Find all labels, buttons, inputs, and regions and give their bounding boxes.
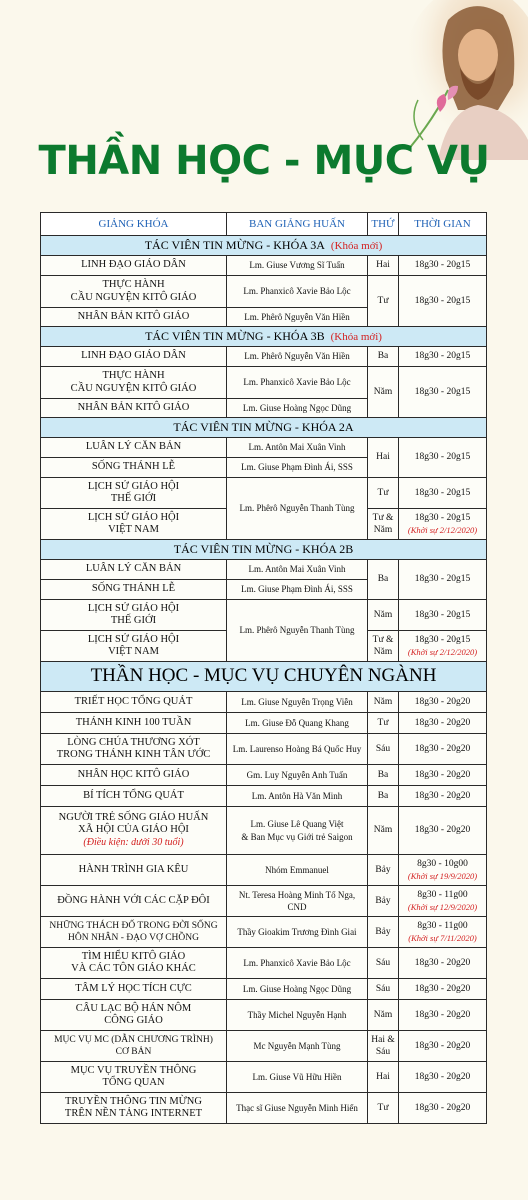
table-row [41,478,487,509]
teacher-cell: Gm. Luy Nguyễn Anh Tuấn [227,765,368,786]
time-cell: 18g30 - 20g20 [399,1062,487,1093]
time-cell: 18g30 - 20g15 [399,276,487,327]
teacher-cell: Lm. Phêrô Nguyễn Văn Hiền [227,308,368,327]
course-cell: TRIẾT HỌC TỔNG QUÁT [41,692,227,713]
header-course: GIẢNG KHÓA [41,213,227,236]
section-header-3b [41,327,487,347]
day-cell: Ba [368,347,399,367]
course-cell: TÂM LÝ HỌC TÍCH CỰC [41,979,227,1000]
section-header-2b [41,540,487,560]
course-cell: TÌM HIỂU KITÔ GIÁO VÀ CÁC TÔN GIÁO KHÁC [41,948,227,979]
table-row [41,765,487,786]
time-cell: 18g30 - 20g20 [399,734,487,765]
table-row [41,1031,487,1062]
table-row [41,692,487,713]
course-cell: LỊCH SỬ GIÁO HỘI VIỆT NAM [41,631,227,662]
day-cell: Bảy [368,855,399,886]
day-cell: Hai [368,1062,399,1093]
day-cell: Sáu [368,948,399,979]
condition-note: (Điều kiện: dưới 30 tuổi) [83,836,184,848]
table-row [41,807,487,855]
table-row [41,948,487,979]
start-date-note: (Khởi sự 12/9/2020) [407,902,478,912]
course-cell: LÒNG CHÚA THƯƠNG XÓT TRONG THÁNH KINH TÂN ƯỚC [41,734,227,765]
time-cell: 18g30 - 20g20 [399,807,487,855]
header-teacher: BAN GIẢNG HUẤN [227,213,368,236]
time-cell: 18g30 - 20g20 [399,713,487,734]
teacher-cell: Lm. Phêrô Nguyễn Văn Hiền [227,347,368,367]
section-note: (Khóa mới) [330,239,383,252]
day-cell: Tư [368,276,399,327]
table-row [41,886,487,917]
day-cell: Ba [368,560,399,600]
time-cell: 18g30 - 20g20 [399,786,487,807]
time-cell: 8g30 - 11g00 (Khởi sự 12/9/2020) [399,886,487,917]
teacher-cell: Lm. Giuse Hoàng Ngọc Dũng [227,979,368,1000]
course-cell: THỰC HÀNH CẦU NGUYỆN KITÔ GIÁO [41,276,227,308]
section-title: TÁC VIÊN TIN MỪNG - KHÓA 3B [145,328,325,343]
start-date-note: (Khởi sự 2/12/2020) [407,525,478,535]
section-title: THẦN HỌC - MỤC VỤ CHUYÊN NGÀNH [41,662,487,692]
table-row [41,979,487,1000]
teacher-cell: Lm. Phêrô Nguyễn Thanh Tùng [227,478,368,540]
day-cell: Sáu [368,734,399,765]
day-cell: Hai [368,438,399,478]
table-row [41,1093,487,1124]
table-row [41,600,487,631]
teacher-cell: Lm. Giuse Hoàng Ngọc Dũng [227,399,368,418]
time-cell: 18g30 - 20g15 [399,367,487,418]
time-cell: 18g30 - 20g20 [399,1000,487,1031]
course-cell: LUÂN LÝ CĂN BẢN [41,438,227,458]
day-cell: Tư [368,1093,399,1124]
table-row [41,713,487,734]
start-date-note: (Khởi sự 2/12/2020) [407,647,478,657]
table-row [41,276,487,308]
table-header [41,213,487,236]
course-cell: NHÂN HỌC KITÔ GIÁO [41,765,227,786]
course-cell: BÍ TÍCH TỔNG QUÁT [41,786,227,807]
time-cell: 18g30 - 20g15 [399,438,487,478]
teacher-cell: Lm. Giuse Lê Quang Việt & Ban Mục vụ Giới trẻ Saigon [227,807,368,855]
table-row [41,917,487,948]
day-cell: Bảy [368,917,399,948]
course-cell: MỤC VỤ TRUYỀN THÔNG TỔNG QUAN [41,1062,227,1093]
course-cell: THỰC HÀNH CẦU NGUYỆN KITÔ GIÁO [41,367,227,399]
day-cell: Tư & Năm [368,509,399,540]
day-cell: Năm [368,600,399,631]
teacher-cell: Lm. Phêrô Nguyễn Thanh Tùng [227,600,368,662]
teacher-cell: Mc Nguyễn Mạnh Tùng [227,1031,368,1062]
table-row [41,1000,487,1031]
day-cell: Năm [368,692,399,713]
time-cell: 18g30 - 20g20 [399,1031,487,1062]
day-cell: Sáu [368,979,399,1000]
section-title: TÁC VIÊN TIN MỪNG - KHÓA 2A [41,418,487,438]
course-cell: LỊCH SỬ GIÁO HỘI THẾ GIỚI [41,478,227,509]
teacher-cell: Lm. Laurenso Hoàng Bá Quốc Huy [227,734,368,765]
time-cell: 18g30 - 20g20 [399,948,487,979]
table-row [41,256,487,276]
course-cell: LỊCH SỬ GIÁO HỘI VIỆT NAM [41,509,227,540]
start-date-note: (Khởi sự 19/9/2020) [407,871,478,881]
teacher-cell: Lm. Giuse Vũ Hữu Hiền [227,1062,368,1093]
table-row [41,734,487,765]
teacher-cell: Lm. Giuse Phạm Đình Ái, SSS [227,580,368,600]
day-cell: Năm [368,1000,399,1031]
table-row [41,786,487,807]
time-cell: 18g30 - 20g15 [399,347,487,367]
time-cell: 18g30 - 20g20 [399,979,487,1000]
page-title: THẦN HỌC - MỤC VỤ [38,138,490,184]
teacher-cell: Nt. Teresa Hoàng Minh Tố Nga, CND [227,886,368,917]
section-note: (Khóa mới) [330,330,382,343]
teacher-cell: Thạc sĩ Giuse Nguyễn Minh Hiển [227,1093,368,1124]
teacher-cell: Thầy Michel Nguyễn Hạnh [227,1000,368,1031]
section-header-specialty [41,662,487,692]
course-cell: HÀNH TRÌNH GIA KÊU [41,855,227,886]
course-cell: NGƯỜI TRẺ SỐNG GIÁO HUẤN XÃ HỘI CỦA GIÁO HỘI (Điều kiện: dưới 30 tuổi) [41,807,227,855]
table-row [41,560,487,580]
time-cell: 18g30 - 20g20 [399,765,487,786]
course-cell: SỐNG THÁNH LỄ [41,580,227,600]
time-cell: 8g30 - 11g00 (Khởi sự 7/11/2020) [399,917,487,948]
teacher-cell: Lm. Giuse Vương Sĩ Tuấn [227,256,368,276]
start-date-note: (Khởi sự 7/11/2020) [408,933,477,943]
teacher-cell: Lm. Phanxicô Xavie Bảo Lộc [227,948,368,979]
day-cell: Bảy [368,886,399,917]
day-cell: Hai [368,256,399,276]
time-cell: 18g30 - 20g15 (Khởi sự 2/12/2020) [399,631,487,662]
time-cell: 18g30 - 20g15 [399,256,487,276]
time-cell: 18g30 - 20g15 [399,600,487,631]
section-title: TÁC VIÊN TIN MỪNG - KHÓA 3A [144,237,325,252]
course-cell: NHÂN BẢN KITÔ GIÁO [41,308,227,327]
time-cell: 8g30 - 10g00 (Khởi sự 19/9/2020) [399,855,487,886]
course-cell: SỐNG THÁNH LỄ [41,458,227,478]
teacher-cell: Lm. Antôn Mai Xuân Vinh [227,560,368,580]
section-header-2a [41,418,487,438]
header-day: THỨ [368,213,399,236]
table-row [41,367,487,399]
teacher-cell: Lm. Antôn Mai Xuân Vinh [227,438,368,458]
course-cell: CÂU LẠC BỘ HÁN NÔM CÔNG GIÁO [41,1000,227,1031]
teacher-cell: Lm. Giuse Đỗ Quang Khang [227,713,368,734]
table-row [41,347,487,367]
table-row [41,1062,487,1093]
schedule-table [40,212,487,1124]
course-cell: ĐỒNG HÀNH VỚI CÁC CẶP ĐÔI [41,886,227,917]
portrait-image [378,0,528,160]
course-cell: LỊCH SỬ GIÁO HỘI THẾ GIỚI [41,600,227,631]
teacher-cell: Lm. Giuse Nguyễn Trọng Viễn [227,692,368,713]
header-time: THỜI GIAN [399,213,487,236]
day-cell: Năm [368,367,399,418]
teacher-cell: Lm. Phanxicô Xavie Bảo Lộc [227,276,368,308]
day-cell: Hai & Sáu [368,1031,399,1062]
day-cell: Tư & Năm [368,631,399,662]
day-cell: Năm [368,807,399,855]
time-cell: 18g30 - 20g20 [399,1093,487,1124]
day-cell: Ba [368,765,399,786]
day-cell: Tư [368,713,399,734]
course-cell: NHÂN BẢN KITÔ GIÁO [41,399,227,418]
course-cell: LINH ĐẠO GIÁO DÂN [41,256,227,276]
day-cell: Ba [368,786,399,807]
time-cell: 18g30 - 20g15 [399,560,487,600]
table-row [41,438,487,458]
course-cell: THÁNH KINH 100 TUẦN [41,713,227,734]
course-cell: MỤC VỤ MC (DẪN CHƯƠNG TRÌNH) CƠ BẢN [41,1031,227,1062]
course-cell: LUÂN LÝ CĂN BẢN [41,560,227,580]
teacher-cell: Lm. Antôn Hà Văn Minh [227,786,368,807]
teacher-cell: Thầy Gioakim Trương Đình Giai [227,917,368,948]
section-title: TÁC VIÊN TIN MỪNG - KHÓA 2B [41,540,487,560]
time-cell: 18g30 - 20g20 [399,692,487,713]
teacher-cell: Nhóm Emmanuel [227,855,368,886]
time-cell: 18g30 - 20g15 [399,478,487,509]
table-row [41,855,487,886]
course-cell: TRUYỀN THÔNG TIN MỪNG TRÊN NỀN TẢNG INTERNET [41,1093,227,1124]
section-header-3a [41,236,487,256]
course-cell: NHỮNG THÁCH ĐỐ TRONG ĐỜI SỐNG HÔN NHÂN - ĐẠO VỢ CHỒNG [41,917,227,948]
teacher-cell: Lm. Giuse Phạm Đình Ái, SSS [227,458,368,478]
time-cell: 18g30 - 20g15 (Khởi sự 2/12/2020) [399,509,487,540]
teacher-cell: Lm. Phanxicô Xavie Bảo Lộc [227,367,368,399]
day-cell: Tư [368,478,399,509]
course-cell: LINH ĐẠO GIÁO DÂN [41,347,227,367]
